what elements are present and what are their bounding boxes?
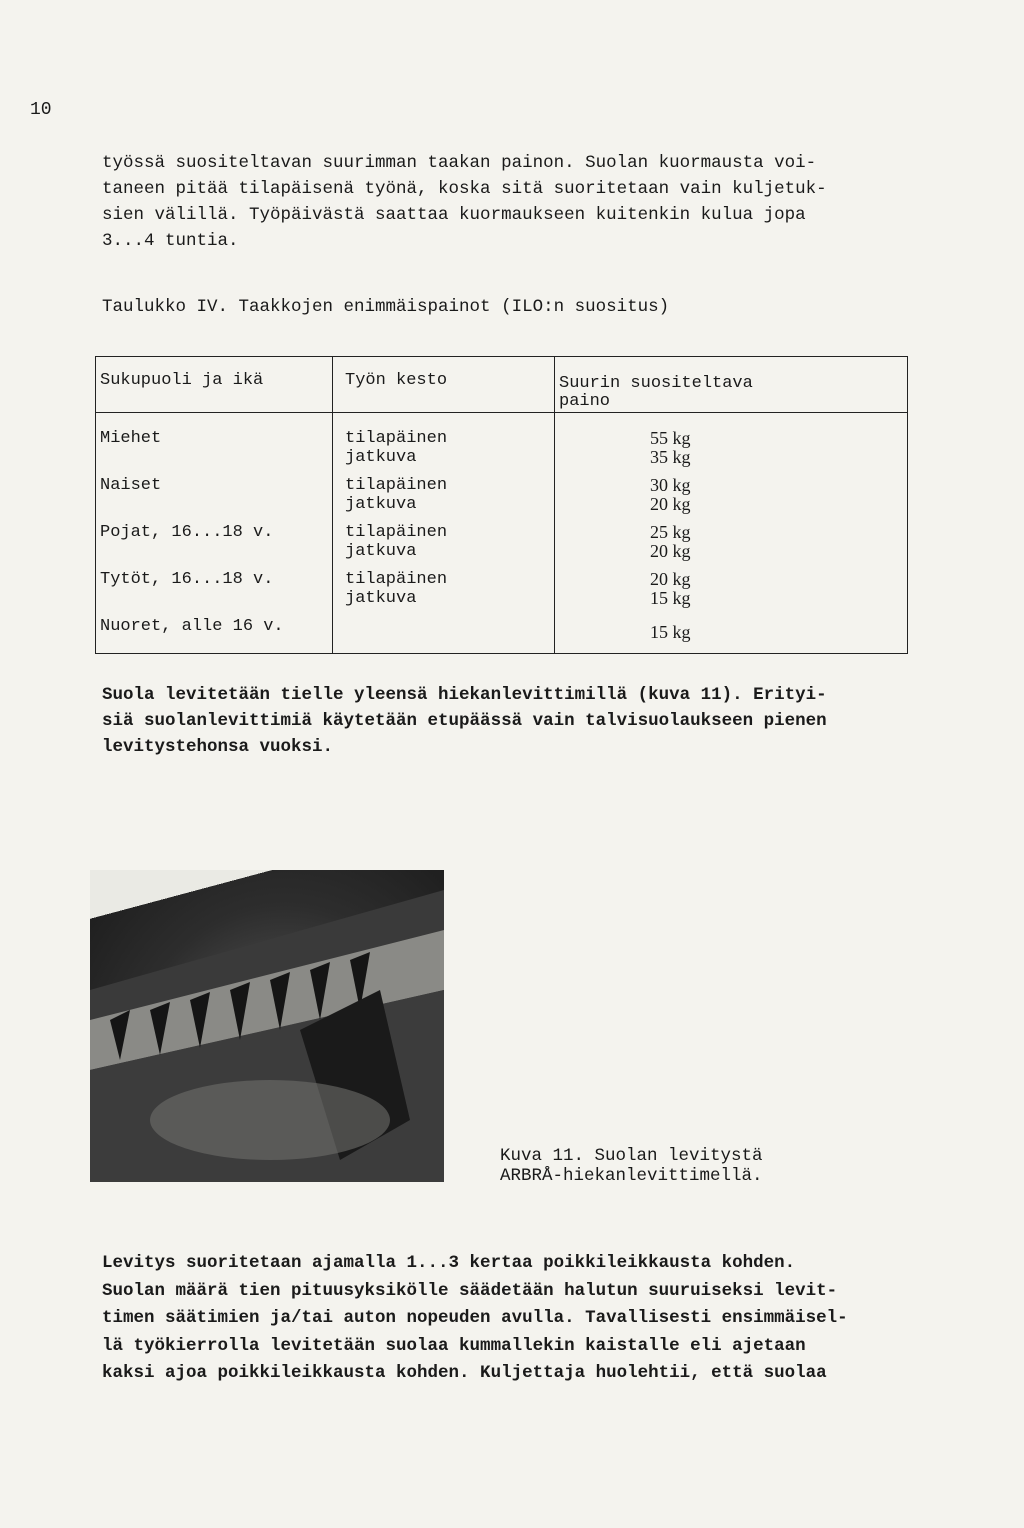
duration-label: jatkuva <box>345 495 417 514</box>
table-row <box>96 617 908 654</box>
table-row <box>96 570 908 617</box>
weight-value: 20 kg <box>650 494 691 514</box>
sand-spreader-illustration <box>90 870 444 1182</box>
group-label: Tytöt, 16...18 v. <box>100 570 274 589</box>
cell-duration <box>333 570 555 617</box>
cell-weight <box>555 523 908 570</box>
spreading-paragraph: Suola levitetään tielle yleensä hiekanlevittimillä (kuva 11). Erityi- siä suolanlevittimiä käytetään etupäässä vain talvisuolaukseen pienen levitystehonsa vuoksi. <box>102 685 827 757</box>
weight-value: 25 kg <box>650 522 691 542</box>
cell-weight <box>555 617 908 654</box>
table-row <box>96 523 908 570</box>
cell-group <box>96 617 333 654</box>
cell-duration <box>333 476 555 523</box>
duration-label: jatkuva <box>345 448 417 467</box>
closing-paragraph: Levitys suoritetaan ajamalla 1...3 kertaa poikkileikkausta kohden. Suolan määrä tien pituusyksikölle säädetään halutun suuruiseksi levit- timen säätimien ja/tai auton nopeuden avulla. Tavallisesti ensimmäisel- lä työkierrolla levitetään suolaa kummallekin kaistalle eli ajetaan kaksi ajoa poikkileikkausta kohden. Kuljettaja huolehtii, että suolaa <box>102 1253 848 1383</box>
duration-label: jatkuva <box>345 589 417 608</box>
weight-value: 30 kg <box>650 475 691 495</box>
figure-caption: Kuva 11. Suolan levitystä ARBRÅ-hiekanlevittimellä. <box>500 1146 763 1186</box>
weight-value: 20 kg <box>650 569 691 589</box>
group-label: Nuoret, alle 16 v. <box>100 617 284 636</box>
weight-value: 55 kg <box>650 428 691 448</box>
intro-paragraph: työssä suositeltavan suurimman taakan painon. Suolan kuormausta voi- taneen pitää tilapäisenä työnä, koska sitä suoritetaan vain kuljetuk- sien välillä. Työpäivästä saattaa kuormaukseen kuitenkin kulua jopa 3...4 tuntia. <box>102 153 827 251</box>
cell-group <box>96 570 333 617</box>
group-label: Miehet <box>100 429 162 448</box>
table-row <box>96 476 908 523</box>
cell-duration <box>333 617 555 654</box>
cell-weight <box>555 476 908 523</box>
header-group: Sukupuoli ja ikä <box>96 357 333 413</box>
table-caption: Taulukko IV. Taakkojen enimmäispainot (ILO:n suositus) <box>102 297 670 317</box>
cell-group <box>96 476 333 523</box>
group-label: Pojat, 16...18 v. <box>100 523 274 542</box>
table-body <box>96 413 908 654</box>
group-label: Naiset <box>100 476 162 495</box>
cell-duration <box>333 413 555 477</box>
weights-table <box>95 356 908 654</box>
weight-value: 15 kg <box>650 622 691 642</box>
duration-label: tilapäinen <box>345 570 448 589</box>
cell-weight <box>555 413 908 477</box>
duration-label: jatkuva <box>345 542 417 561</box>
weight-value: 20 kg <box>650 541 691 561</box>
table-row <box>96 413 908 477</box>
weight-value: 15 kg <box>650 588 691 608</box>
header-duration: Työn kesto <box>333 357 555 413</box>
weight-value: 35 kg <box>650 447 691 467</box>
cell-duration <box>333 523 555 570</box>
duration-label: tilapäinen <box>345 523 448 542</box>
duration-label: tilapäinen <box>345 476 448 495</box>
page-number: 10 <box>30 100 52 120</box>
header-weight: Suurin suositeltava paino <box>555 357 908 413</box>
cell-group <box>96 413 333 477</box>
duration-label: tilapäinen <box>345 429 448 448</box>
sand-spreader-photo <box>90 870 444 1182</box>
cell-weight <box>555 570 908 617</box>
table-header-row <box>96 357 908 413</box>
cell-group <box>96 523 333 570</box>
